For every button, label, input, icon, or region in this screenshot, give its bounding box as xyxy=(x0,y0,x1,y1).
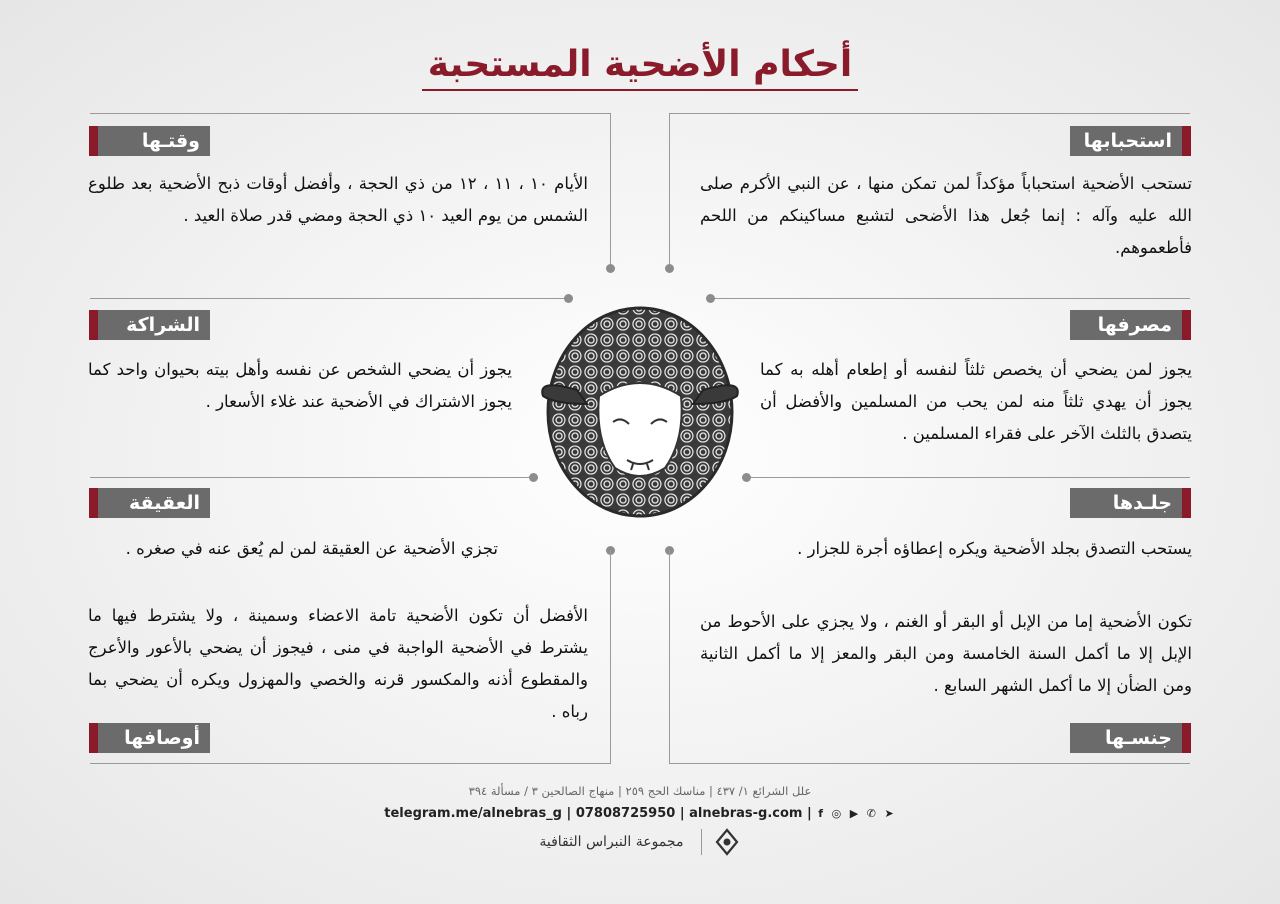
section-badge-istihbab: استحبابها xyxy=(1070,126,1191,156)
sheep-face xyxy=(598,383,681,476)
section-text-istihbab: تستحب الأضحية استحباباً مؤكداً لمن تمكن منها ، عن النبي الأكرم صلى الله عليه وآله : إنما جُعل هذا الأضحى لتشبع مساكينكم من اللحم فأطعموهم. xyxy=(700,174,1192,257)
separator: | xyxy=(566,806,576,821)
phone-number: 07808725950 xyxy=(575,806,676,821)
whatsapp-icon[interactable]: ✆ xyxy=(866,807,876,820)
divider-left-1 xyxy=(90,298,566,299)
section-text-aqiqa: تجزي الأضحية عن العقيقة لمن لم يُعق عنه في صغره . xyxy=(125,539,498,558)
facebook-icon[interactable]: f xyxy=(818,807,824,820)
instagram-icon[interactable]: ◎ xyxy=(831,807,842,820)
separator: | xyxy=(807,806,817,821)
divider-bottom-right xyxy=(669,763,1190,764)
brand-logo-icon xyxy=(713,828,741,856)
connector-dot xyxy=(665,264,674,273)
sources-line: علل الشرائع ١/ ٤٣٧ | مناسك الحج ٢٥٩ | منهاج الصالحين ٣ / مسألة ٣٩٤ xyxy=(468,784,812,798)
section-badge-masrif: مصرفها xyxy=(1070,310,1191,340)
page-title-text: أحكام الأضحية المستحبة xyxy=(422,44,858,91)
telegram-icon[interactable]: ➤ xyxy=(884,807,894,820)
section-text-shiraka: يجوز أن يضحي الشخص عن نفسه وأهل بيته بحيوان واحد كما يجوز الاشتراك في الأضحية عند غلاء الأسعار . xyxy=(88,360,512,411)
divider-vertical-left-bottom xyxy=(610,550,611,763)
divider-bottom-left xyxy=(90,763,611,764)
brand-separator xyxy=(701,829,702,855)
connector-dot xyxy=(606,264,615,273)
section-badge-aqiqa: العقيقة xyxy=(89,488,210,518)
brand-block xyxy=(0,828,1280,860)
section-text-jins: تكون الأضحية إما من الإبل أو البقر أو الغنم ، ولا يجزي على الأحوط من الإبل إلا ما أكمل السنة الخامسة ومن البقر والمعز إلا ما أكمل الثانية ومن الضأن إلا ما أكمل الشهر السابع . xyxy=(700,612,1192,695)
divider-left-2 xyxy=(90,477,532,478)
divider-vertical-right-top xyxy=(669,113,670,268)
divider-right-2 xyxy=(750,477,1190,478)
section-badge-awsaf: أوصافها xyxy=(89,723,210,753)
divider-top-left xyxy=(90,113,610,114)
section-text-masrif: يجوز لمن يضحي أن يخصص ثلثاً لنفسه أو إطعام أهله به كما يجوز أن يهدي ثلثاً منه لمن يحب من المسلمين والأفضل أن يتصدق بالثلث الآخر على فقراء المسلمين . xyxy=(760,360,1192,443)
sheep-illustration xyxy=(535,300,745,520)
divider-vertical-right-bottom xyxy=(669,550,670,763)
divider-right-1 xyxy=(714,298,1190,299)
divider-top-right xyxy=(669,113,1190,114)
separator: | xyxy=(679,806,690,821)
section-badge-waqt: وقتـها xyxy=(89,126,210,156)
telegram-link[interactable]: telegram.me/alnebras_g xyxy=(384,806,562,821)
page-title xyxy=(0,44,1280,91)
section-badge-jild: جلـدها xyxy=(1070,488,1191,518)
youtube-icon[interactable]: ▶ xyxy=(849,807,859,820)
section-text-awsaf: الأفضل أن تكون الأضحية تامة الاعضاء وسمينة ، ولا يشترط فيها ما يشترط في الأضحية الواجبة في منى ، فيجوز أن يضحي بالأعور والأعرج والمقطوع أذنه والمكسور قرنه والخصي والمهزول ويكره أن يضحي بما رباه . xyxy=(88,606,588,721)
brand-name: مجموعة النبراس الثقافية xyxy=(539,834,684,850)
divider-vertical-left-top xyxy=(610,113,611,268)
section-text-jild: يستحب التصدق بجلد الأضحية ويكره إعطاؤه أجرة للجزار . xyxy=(797,539,1192,558)
section-badge-jins: جنسـها xyxy=(1070,723,1191,753)
website-link[interactable]: alnebras-g.com xyxy=(689,806,803,821)
contact-line xyxy=(0,806,1280,821)
section-text-waqt: الأيام ١٠ ، ١١ ، ١٢ من ذي الحجة ، وأفضل أوقات ذبح الأضحية بعد طلوع الشمس من يوم العيد ١٠ ذي الحجة ومضي قدر صلاة العيد . xyxy=(88,174,588,225)
section-badge-shiraka: الشراكة xyxy=(89,310,210,340)
